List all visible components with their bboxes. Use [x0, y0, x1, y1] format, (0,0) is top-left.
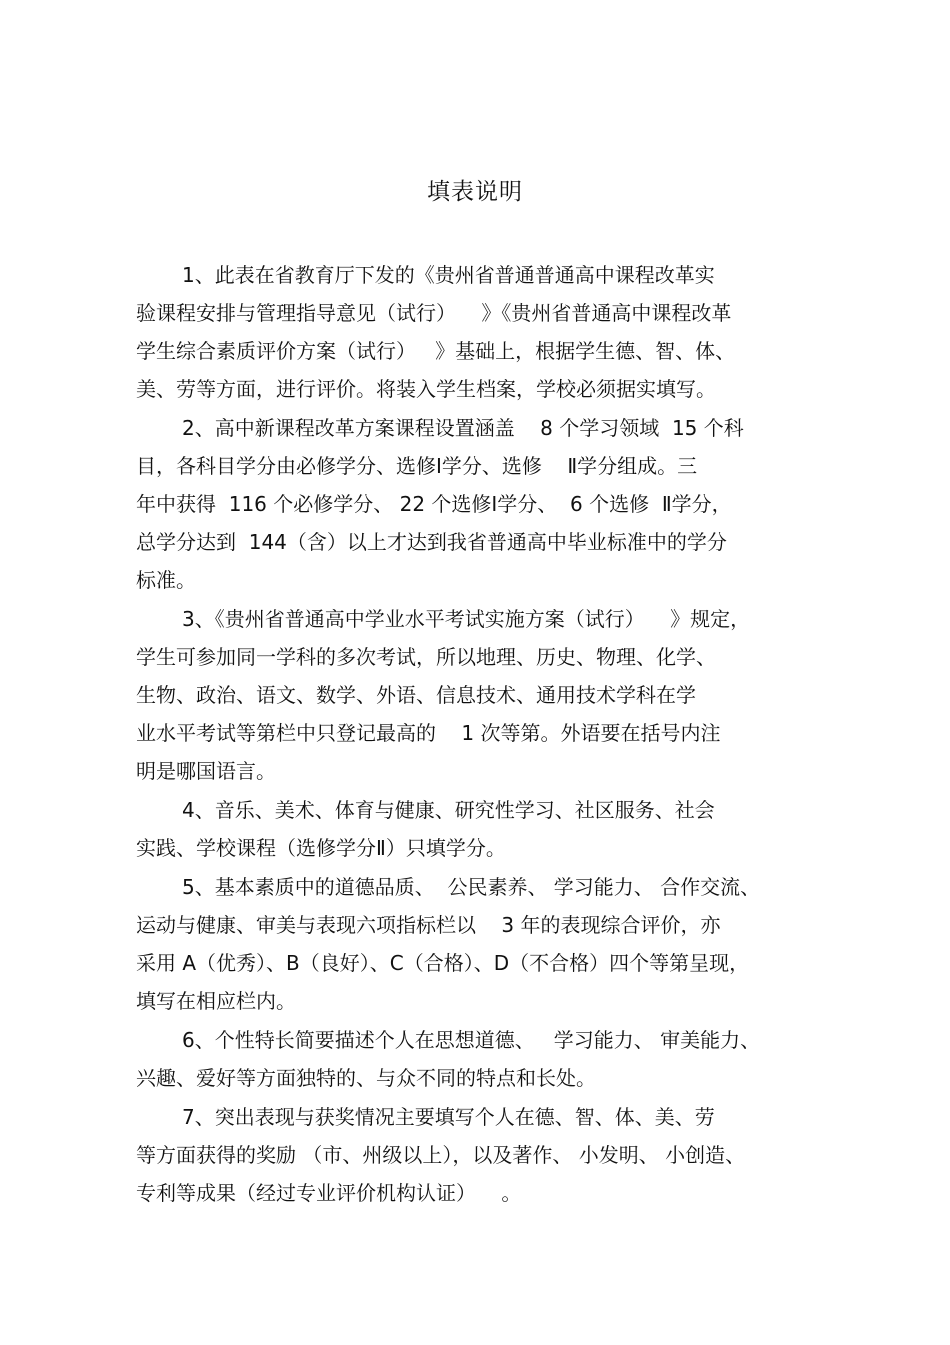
paragraph-5-line-1: 5、基本素质中的道德品质、 公民素养、 学习能力、 合作交流、: [182, 875, 761, 899]
paragraph-2-line-5: 标准。: [136, 568, 196, 592]
paragraph-1-line-2: 验课程安排与管理指导意见（试行） 》《贵州省普通高中课程改革: [136, 301, 732, 325]
paragraph-1-line-3: 学生综合素质评价方案（试行） 》基础上，根据学生德、智、体、: [136, 339, 736, 363]
paragraph-7-line-2: 等方面获得的奖励 （市、州级以上），以及著作、 小发明、 小创造、: [136, 1143, 746, 1167]
paragraph-6-line-1: 6、个性特长简要描述个人在思想道德、 学习能力、 审美能力、: [182, 1028, 761, 1052]
paragraph-2-line-2: 目，各科目学分由必修学分、选修Ⅰ学分、选修 Ⅱ学分组成。三: [136, 454, 698, 478]
paragraph-4-line-2: 实践、学校课程（选修学分Ⅱ）只填学分。: [136, 836, 506, 860]
page-title: 填表说明: [427, 179, 523, 205]
paragraph-2-line-1: 2、高中新课程改革方案课程设置涵盖 8 个学习领域 15 个科: [182, 416, 744, 440]
paragraph-4-line-1: 4、音乐、美术、体育与健康、研究性学习、社区服务、社会: [182, 798, 715, 822]
paragraph-7-line-1: 7、突出表现与获奖情况主要填写个人在德、智、体、美、劳: [182, 1105, 715, 1129]
paragraph-3-line-5: 明是哪国语言。: [136, 759, 276, 783]
paragraph-3-line-4: 业水平考试等第栏中只登记最高的 1 次等第。外语要在括号内注: [136, 721, 721, 745]
paragraph-3-line-3: 生物、政治、语文、数学、外语、信息技术、通用技术学科在学: [136, 683, 696, 707]
paragraph-1-line-4: 美、劳等方面，进行评价。将装入学生档案，学校必须据实填写。: [136, 377, 716, 401]
paragraph-2-line-4: 总学分达到 144（含）以上才达到我省普通高中毕业标准中的学分: [136, 530, 727, 554]
paragraph-6-line-2: 兴趣、爱好等方面独特的、与众不同的特点和长处。: [136, 1066, 596, 1090]
paragraph-3-line-1: 3、《贵州省普通高中学业水平考试实施方案（试行） 》规定，: [182, 607, 751, 631]
paragraph-5-line-4: 填写在相应栏内。: [136, 989, 296, 1013]
paragraph-1-line-1: 1、此表在省教育厅下发的《贵州省普通普通高中课程改革实: [182, 263, 715, 287]
paragraph-5-line-3: 采用 A（优秀）、B（良好）、C（合格）、D（不合格）四个等第呈现，: [136, 951, 750, 975]
paragraph-5-line-2: 运动与健康、审美与表现六项指标栏以 3 年的表现综合评价，亦: [136, 913, 721, 937]
paragraph-2-line-3: 年中获得 116 个必修学分、 22 个选修Ⅰ学分、 6 个选修 Ⅱ学分，: [136, 492, 732, 516]
paragraph-7-line-3: 专利等成果（经过专业评价机构认证） 。: [136, 1181, 522, 1205]
paragraph-3-line-2: 学生可参加同一学科的多次考试，所以地理、历史、物理、化学、: [136, 645, 716, 669]
